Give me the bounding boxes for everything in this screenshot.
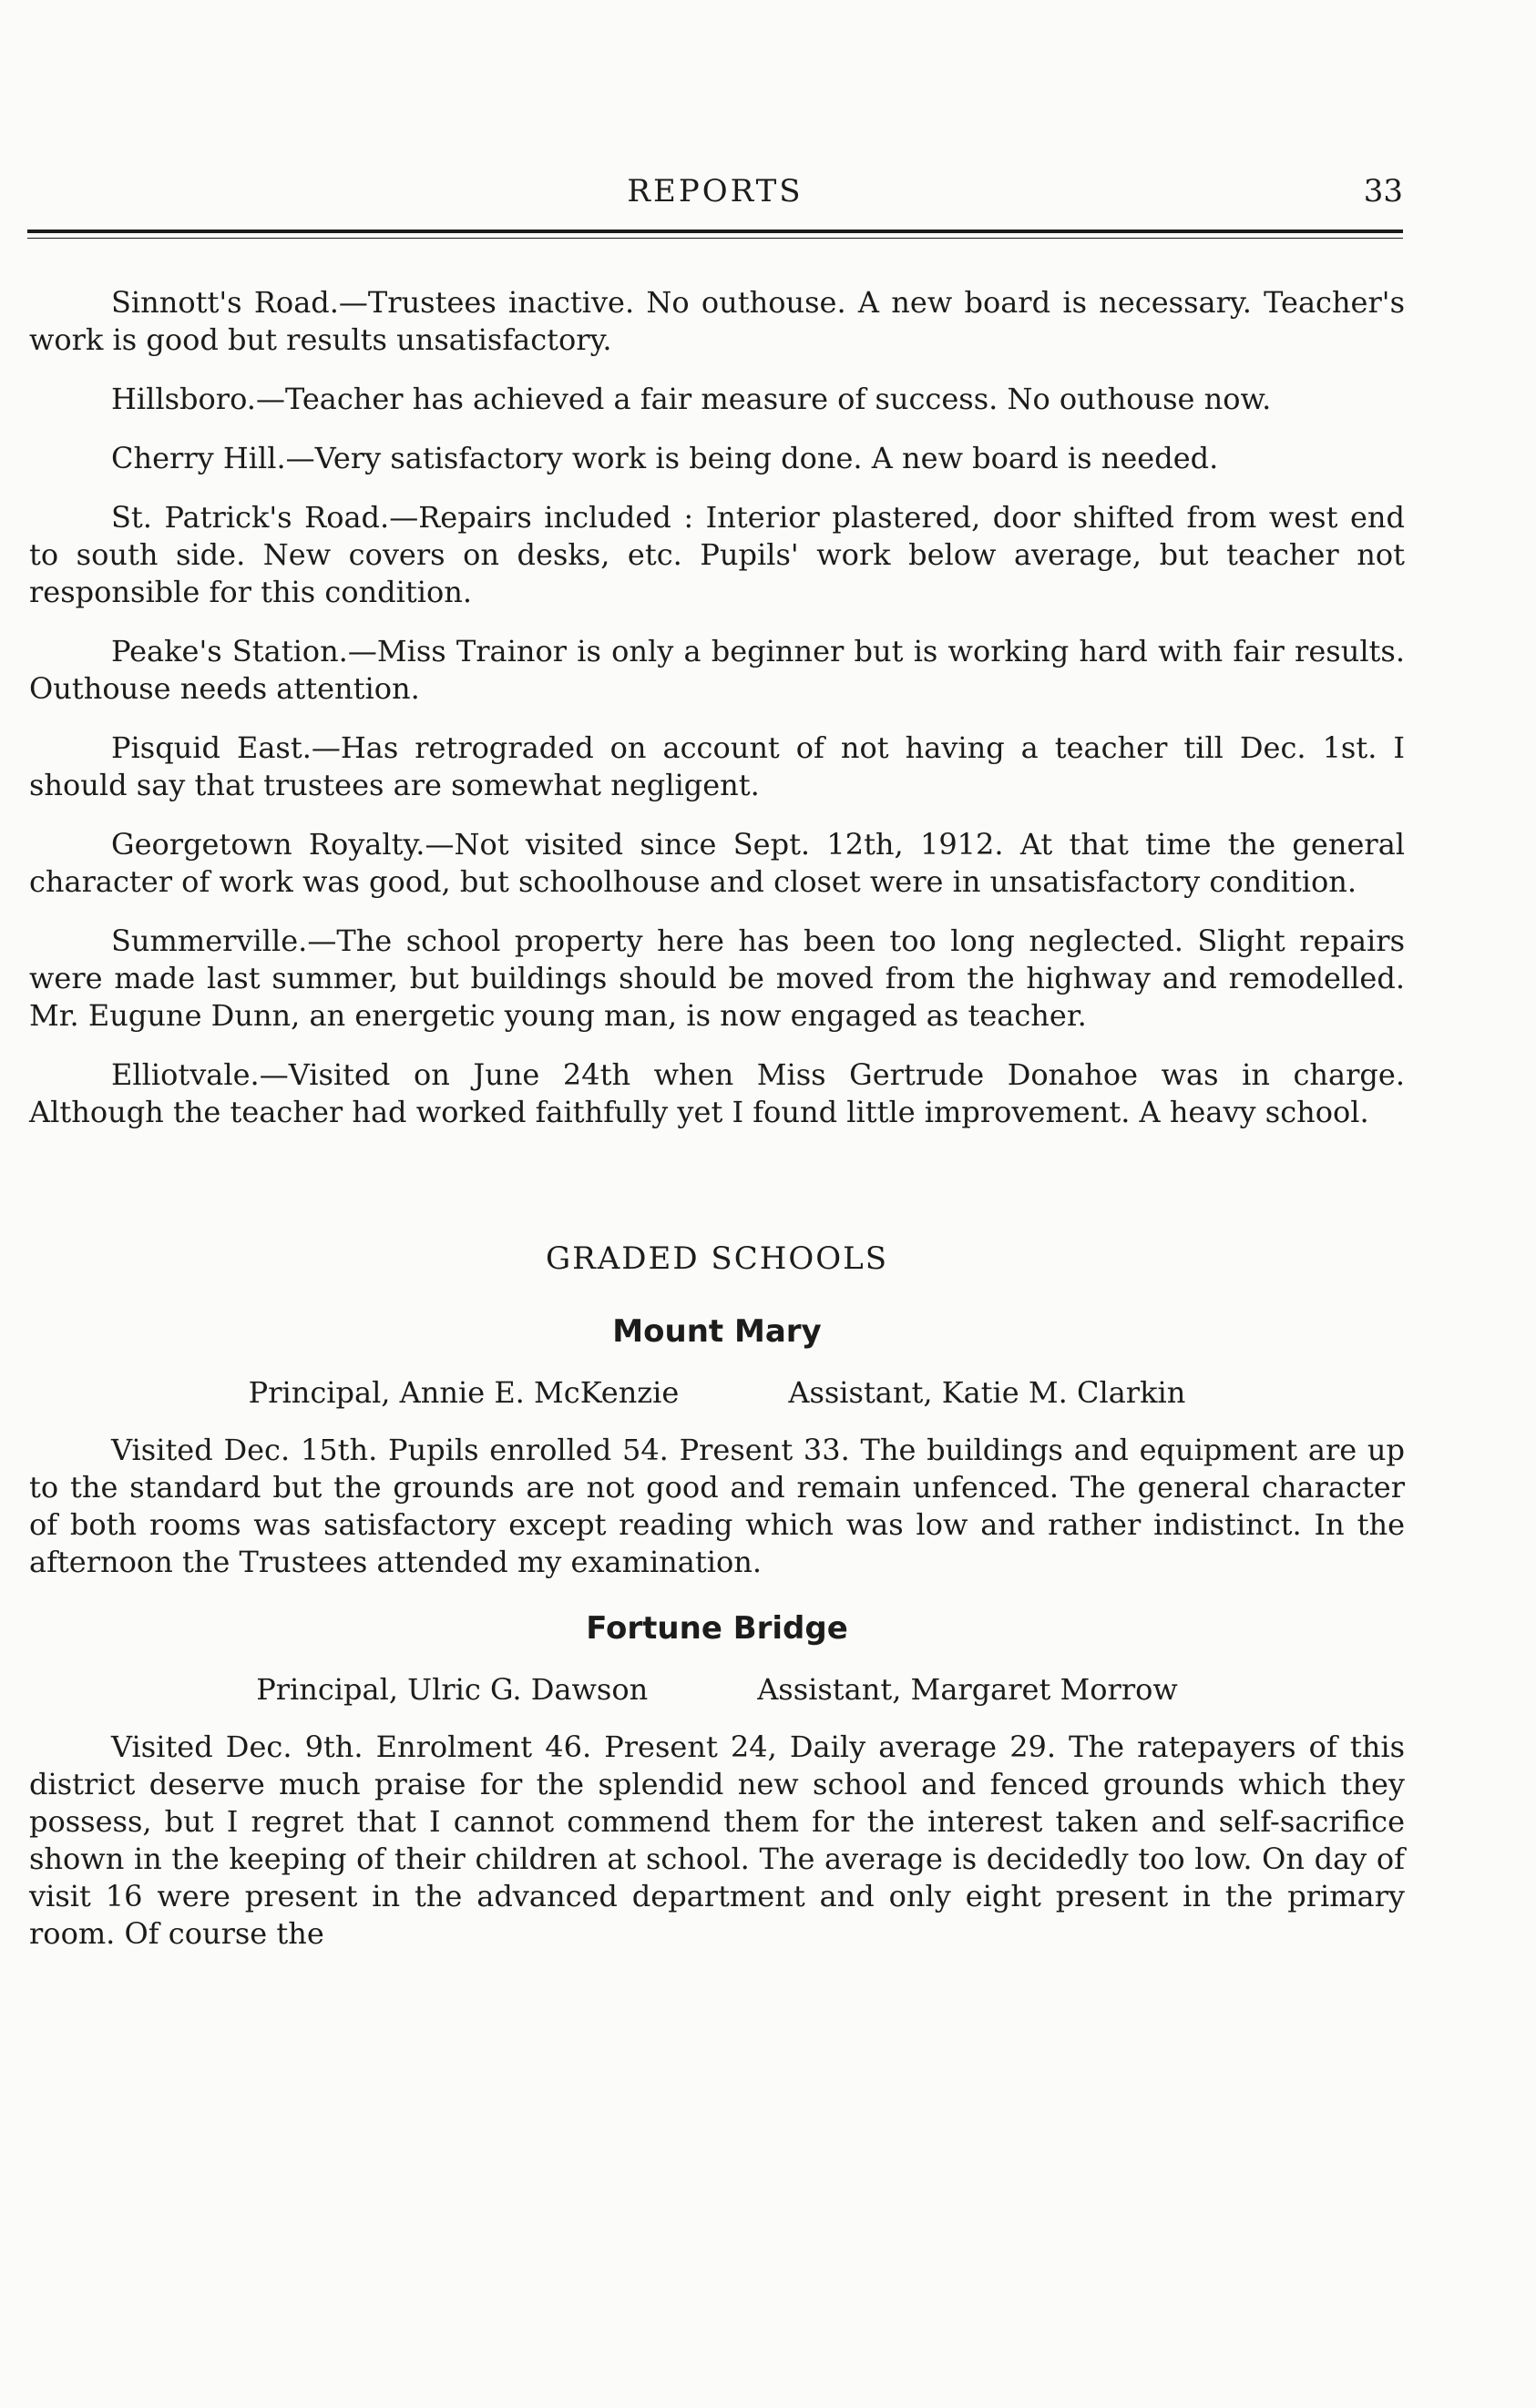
principal-name: Principal, Ulric G. Dawson xyxy=(256,1672,649,1707)
header-rule-thin xyxy=(27,238,1403,239)
running-title: REPORTS xyxy=(627,173,804,209)
running-header xyxy=(27,169,1403,213)
section-heading-graded-schools: GRADED SCHOOLS xyxy=(545,1240,889,1277)
header-rule-thick xyxy=(27,230,1403,233)
school-name-mount-mary: Mount Mary xyxy=(612,1313,822,1350)
page-number: 33 xyxy=(1363,173,1403,209)
report-paragraph-st-patricks-road: St. Patrick's Road.—Repairs included : Interior plastered, door shifted from west end to south side. New covers on desks, etc. Pupils' work below average, but teacher not responsible for this condition. xyxy=(29,500,1405,609)
report-paragraph-cherry-hill: Cherry Hill.—Very satisfactory work is being done. A new board is needed. xyxy=(111,441,1219,475)
report-paragraph-georgetown-royalty: Georgetown Royalty.—Not visited since Sept. 12th, 1912. At that time the general character of work was good, but schoolhouse and closet were in unsatisfactory condition. xyxy=(29,827,1405,899)
assistant-name: Assistant, Katie M. Clarkin xyxy=(788,1375,1186,1410)
assistant-name: Assistant, Margaret Morrow xyxy=(757,1672,1178,1707)
school-name-fortune-bridge: Fortune Bridge xyxy=(586,1610,848,1647)
report-paragraph-sinnotts-road: Sinnott's Road.—Trustees inactive. No outhouse. A new board is necessary. Teacher's work is good but results unsatisfactory. xyxy=(29,285,1405,357)
body-text xyxy=(29,284,1405,1974)
school-report-mount-mary: Visited Dec. 15th. Pupils enrolled 54. Present 33. The buildings and equipment are up to the standard but the grounds are not good and remain unfenced. The general character of both rooms was satisfactory except reading which was low and rather indistinct. In the afternoon the Trustees attended my examination. xyxy=(29,1433,1405,1579)
report-paragraph-hillsboro: Hillsboro.—Teacher has achieved a fair measure of success. No outhouse now. xyxy=(111,382,1272,416)
staff-line-fortune-bridge xyxy=(29,1670,1405,1709)
report-paragraph-elliotvale: Elliotvale.—Visited on June 24th when Miss Gertrude Donahoe was in charge. Although the teacher had worked faithfully yet I found little improvement. A heavy school. xyxy=(29,1057,1405,1129)
report-paragraph-peakes-station: Peake's Station.—Miss Trainor is only a beginner but is working hard with fair results. Outhouse needs attention. xyxy=(29,634,1405,706)
report-paragraph-pisquid-east: Pisquid East.—Has retrograded on account of not having a teacher till Dec. 1st. I should say that trustees are somewhat negligent. xyxy=(29,730,1405,802)
staff-line-mount-mary xyxy=(29,1373,1405,1412)
principal-name: Principal, Annie E. McKenzie xyxy=(248,1375,680,1410)
report-paragraph-summerville: Summerville.—The school property here has been too long neglected. Slight repairs were made last summer, but buildings should be moved from the highway and remodelled. Mr. Eugune Dunn, an energetic young man, is now engaged as teacher. xyxy=(29,923,1405,1033)
school-report-fortune-bridge: Visited Dec. 9th. Enrolment 46. Present 24, Daily average 29. The ratepayers of this district deserve much praise for the splendid new school and fenced grounds which they possess, but I regret that I cannot commend them for the interest taken and self-sacrifice shown in the keeping of their children at school. The average is decidedly too low. On day of visit 16 were present in the advanced department and only eight present in the primary room. Of course the xyxy=(29,1729,1405,1951)
